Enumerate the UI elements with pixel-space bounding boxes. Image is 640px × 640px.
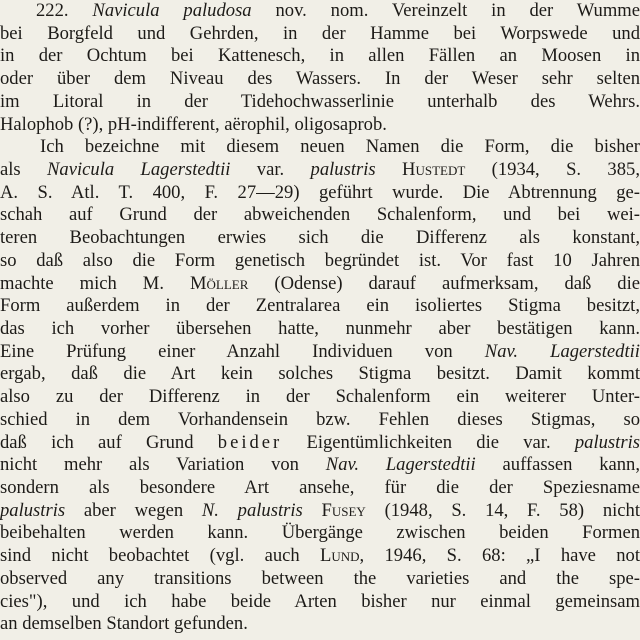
- entry-number: 222.: [36, 0, 69, 21]
- text-line: [0, 273, 640, 296]
- text-line: [0, 545, 640, 568]
- text-line: Form außerdem in der Zentralarea ein isoliertes Stigma besitzt,: [0, 295, 640, 317]
- text-line: bei Borgfeld und Gehrden, in der Hamme bei Worpswede und: [0, 22, 640, 44]
- text-line: also zu der Differenz in der Schalenform ein weiterer Unter-: [0, 386, 640, 408]
- text-run: auffassen kann,: [502, 454, 640, 476]
- text-line: an demselben Standort gefunden.: [0, 613, 248, 635]
- text-line: [0, 500, 640, 523]
- text-run: machte mich M.: [0, 272, 164, 294]
- species-status: nov. nom.: [275, 0, 369, 21]
- text-line: observed any transitions between the varieties and the spe-: [0, 567, 640, 589]
- author-name: Lund: [320, 545, 360, 567]
- text-line: Halophob (?), pH-indifferent, aërophil, oligosaprob.: [0, 113, 387, 135]
- text-line: so daß also die Form genetisch begründet ist. Vor fast 10 Jahren: [0, 249, 640, 271]
- spaced-emphasis: beider: [217, 431, 283, 453]
- text-line: beibehalten werden kann. Übergänge zwischen beiden Formen: [0, 522, 640, 544]
- text-run: Eigentümlichkeiten die var.: [306, 431, 551, 453]
- species-name: Nav. Lagerstedtii: [484, 340, 640, 362]
- author-name: Fusey: [321, 499, 366, 521]
- text-run: daß ich auf Grund: [0, 431, 194, 453]
- species-name: N. palustris: [201, 499, 303, 521]
- text-run: aber wegen: [83, 499, 184, 521]
- text-run: var.: [256, 159, 285, 180]
- text-run: sind nicht beobachtet (vgl. auch: [0, 545, 300, 567]
- text-line: schah auf Grund der abweichenden Schalenform, und bei wei-: [0, 204, 640, 226]
- author-name: Hustedt: [402, 159, 466, 180]
- species-name: palustris: [574, 431, 640, 453]
- text-line: teren Beobachtungen erwies sich die Differenz als konstant,: [0, 227, 640, 249]
- text-line: sondern als besondere Art ansehe, für die der Speziesname: [0, 477, 640, 498]
- text-line: A. S. Atl. T. 400, F. 27—29) geführt wurde. Die Abtrennung ge-: [0, 181, 640, 203]
- text-run: , 1946, S. 68: „I have not: [359, 545, 640, 567]
- text-run: als: [0, 159, 21, 180]
- text-line: im Litoral in der Tidehochwasserlinie unterhalb des Wehrs.: [0, 90, 640, 112]
- text-run: nicht mehr als Variation von: [0, 454, 299, 476]
- text-line: in der Ochtum bei Kattenesch, in allen Fällen an Moosen in: [0, 45, 640, 67]
- text-run: (1948, S. 14, F. 58) nicht: [384, 499, 640, 521]
- species-name: Navicula Lagerstedtii: [47, 159, 231, 180]
- text-line: oder über dem Niveau des Wassers. In der Weser sehr selten: [0, 68, 640, 90]
- text-line: schied in dem Vorhandensein bzw. Fehlen dieses Stigmas, so: [0, 408, 640, 430]
- species-name: Navicula paludosa: [92, 0, 252, 21]
- species-name: Nav. Lagerstedtii: [325, 454, 476, 476]
- species-name: palustris: [0, 499, 66, 521]
- text-run: Vereinzelt in der Wumme: [391, 0, 640, 21]
- text-run: (1934, S. 385,: [491, 159, 640, 180]
- author-name: Möller: [189, 272, 249, 294]
- text-line: [0, 454, 640, 477]
- text-line: [0, 159, 640, 182]
- text-line: ergab, daß die Art kein solches Stigma besitzt. Damit kommt: [0, 363, 640, 385]
- text-run: (Odense) darauf aufmerksam, daß die: [274, 272, 640, 294]
- text-line: das ich vorher übersehen hatte, nunmehr aber bestätigen kann.: [0, 318, 640, 339]
- text-line: [36, 0, 640, 23]
- text-line: Ich bezeichne mit diesem neuen Namen die Form, die bisher: [40, 136, 640, 158]
- text-line: cies"), und ich habe beide Arten bisher nur einmal gemeinsam: [0, 590, 640, 612]
- text-line: [0, 432, 640, 455]
- text-line: [0, 341, 640, 364]
- species-name: palustris: [310, 159, 376, 180]
- text-run: Eine Prüfung einer Anzahl Individuen von: [0, 340, 453, 362]
